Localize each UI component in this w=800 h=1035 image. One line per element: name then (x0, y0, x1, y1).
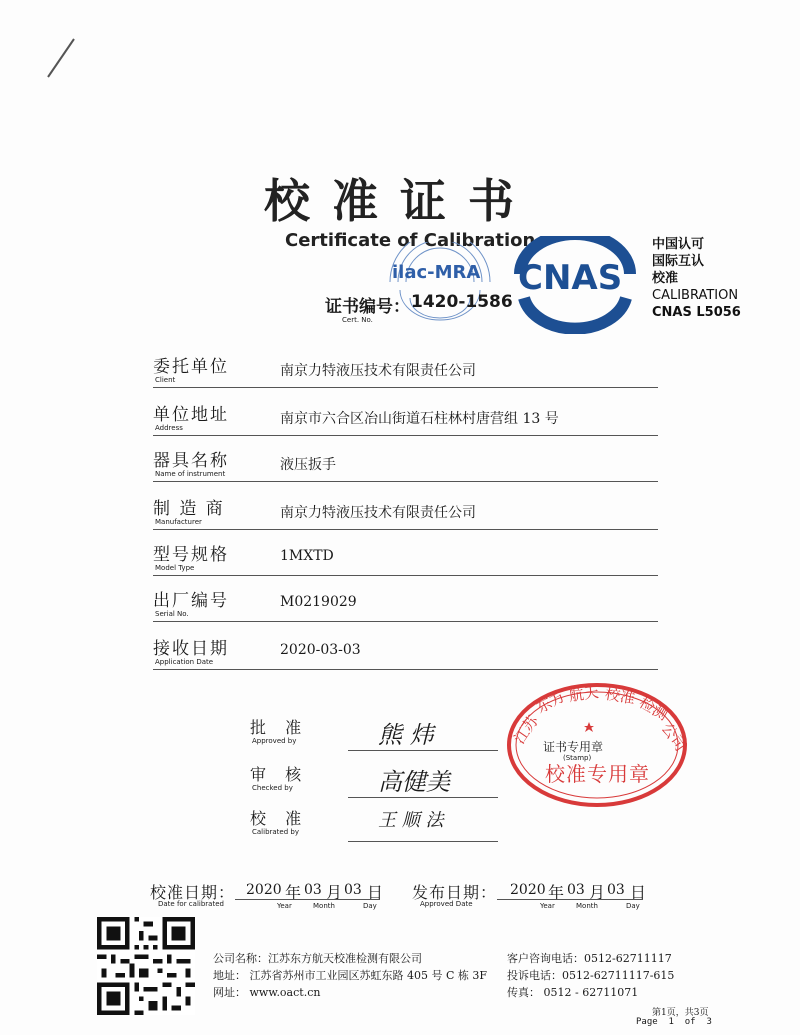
signature-checked (248, 762, 498, 802)
signature-label-en: Calibrated by (252, 828, 299, 836)
calibrated-date-label-en: Date for calibrated (158, 900, 224, 908)
signature-underline (348, 797, 498, 798)
qr-code (97, 917, 195, 1015)
page-number-en: Page 1 of 3 (636, 1017, 712, 1027)
staple-mark (40, 35, 80, 85)
approved-date-label-en: Approved Date (420, 900, 473, 908)
signature-label: 批 准 (250, 718, 309, 737)
field-label-en: Name of instrument (155, 470, 226, 478)
approved-day-unit: 日 (630, 883, 648, 902)
footer-left (213, 950, 487, 1001)
field-underline (153, 481, 658, 482)
field-label-en: Address (155, 424, 183, 432)
approved-year-unit-en: Year (540, 902, 555, 910)
signature-calibrated (248, 806, 498, 846)
field-instrument (153, 446, 658, 492)
signature-label-en: Checked by (252, 784, 293, 792)
cert-no-value: 1420-1586 (411, 292, 513, 312)
svg-text:公司: 公司 (657, 719, 690, 755)
field-client (153, 352, 658, 398)
calibrated-day-unit: 日 (367, 883, 385, 902)
calibrated-month-unit-en: Month (313, 902, 335, 910)
svg-text:航天: 航天 (567, 683, 600, 706)
cnas-side-line: 中国认可 (652, 237, 705, 252)
field-underline (153, 575, 658, 576)
approved-day: 03 (607, 882, 625, 898)
field-underline (153, 435, 658, 436)
signature-label-en: Approved by (252, 737, 297, 745)
calibrated-date-label: 校准日期： (150, 883, 236, 902)
cnas-side-line: CNAS L5056 (652, 305, 741, 320)
field-underline (153, 529, 658, 530)
cert-no-label-en: Cert. No. (342, 316, 373, 324)
ilac-mra-text: ilac-MRA (392, 262, 481, 283)
calibrated-month: 03 (304, 882, 322, 898)
approved-date-underline (497, 899, 643, 900)
calibrated-year-unit-en: Year (277, 902, 292, 910)
signature-handwriting: 高健美 (378, 768, 450, 796)
approved-year-unit: 年 (548, 883, 566, 902)
svg-text:校准: 校准 (603, 684, 637, 708)
footer-website: 网址： www.oact.cn (213, 986, 321, 999)
field-manufacturer (153, 494, 658, 540)
stamp-label: 证书专用章 (543, 740, 604, 754)
field-serial (153, 586, 658, 632)
field-value: 1MXTD (280, 548, 334, 564)
field-label: 制 造 商 (153, 499, 225, 519)
field-label: 接收日期 (153, 639, 229, 659)
stamp-label-en: (Stamp) (563, 754, 592, 762)
stamp-center-text: 校准专用章 (545, 762, 650, 786)
svg-text:江苏: 江苏 (510, 712, 543, 748)
field-model (153, 540, 658, 586)
signature-label: 校 准 (250, 809, 309, 828)
signature-label: 审 核 (250, 765, 309, 784)
cert-no-label: 证书编号： (325, 297, 410, 317)
field-value: 南京力特液压技术有限责任公司 (280, 505, 476, 521)
field-label: 单位地址 (153, 405, 229, 425)
field-label-en: Client (155, 376, 176, 384)
cnas-side-line: 校准 (652, 271, 679, 286)
field-value: 南京市六合区冶山街道石柱林村唐营组 13 号 (280, 411, 559, 427)
cnas-accreditation-text (652, 236, 741, 321)
field-label-en: Application Date (155, 658, 214, 666)
calibrated-month-unit: 月 (326, 883, 344, 902)
footer-address: 地址： 江苏省苏州市工业园区苏虹东路 405 号 C 栋 3F (213, 969, 488, 982)
page-title: 校准证书 (264, 174, 536, 228)
svg-text:东方: 东方 (533, 686, 569, 717)
approved-month-unit: 月 (589, 883, 607, 902)
svg-text:检测: 检测 (636, 693, 672, 724)
footer-right (507, 950, 674, 1001)
field-label: 委托单位 (153, 357, 229, 377)
approved-year: 2020 (510, 882, 546, 898)
field-value: M0219029 (280, 594, 357, 610)
footer-phone-consult: 客户咨询电话：0512-62711117 (507, 952, 672, 965)
calibrated-day: 03 (344, 882, 362, 898)
field-value: 液压扳手 (280, 457, 336, 473)
field-label: 器具名称 (153, 451, 229, 471)
approved-month: 03 (567, 882, 585, 898)
signature-approved (248, 715, 498, 755)
field-label: 出厂编号 (153, 591, 229, 611)
page-number-zh: 第1页，共3页 (652, 1008, 709, 1018)
field-value: 南京力特液压技术有限责任公司 (280, 363, 476, 379)
calibrated-day-unit-en: Day (363, 902, 377, 910)
calibrated-year: 2020 (246, 882, 282, 898)
signature-handwriting: 王 顺 法 (378, 810, 444, 831)
cnas-text: CNAS (518, 258, 623, 298)
field-underline (153, 669, 658, 670)
approved-month-unit-en: Month (576, 902, 598, 910)
signature-underline (348, 841, 498, 842)
field-value: 2020-03-03 (280, 642, 361, 658)
calibrated-year-unit: 年 (285, 883, 303, 902)
footer-phone-complaint: 投诉电话：0512-62711117-615 (507, 969, 675, 982)
field-underline (153, 387, 658, 388)
signature-underline (348, 750, 498, 751)
field-address (153, 400, 658, 446)
field-label-en: Manufacturer (155, 518, 202, 526)
approved-day-unit-en: Day (626, 902, 640, 910)
footer-company: 公司名称：江苏东方航天校准检测有限公司 (213, 952, 422, 965)
field-label: 型号规格 (153, 545, 229, 565)
field-label-en: Serial No. (155, 610, 189, 618)
field-application-date (153, 634, 658, 680)
cnas-side-line: CALIBRATION (652, 288, 739, 303)
cnas-side-line: 国际互认 (652, 254, 705, 269)
field-label-en: Model Type (155, 564, 195, 572)
field-underline (153, 621, 658, 622)
approved-date-label: 发布日期： (412, 883, 498, 902)
page-subtitle: Certificate of Calibration (285, 230, 536, 251)
signature-handwriting: 熊 炜 (378, 721, 434, 749)
footer-fax: 传真： 0512 - 62711071 (507, 986, 639, 999)
calibrated-date-underline (235, 899, 380, 900)
